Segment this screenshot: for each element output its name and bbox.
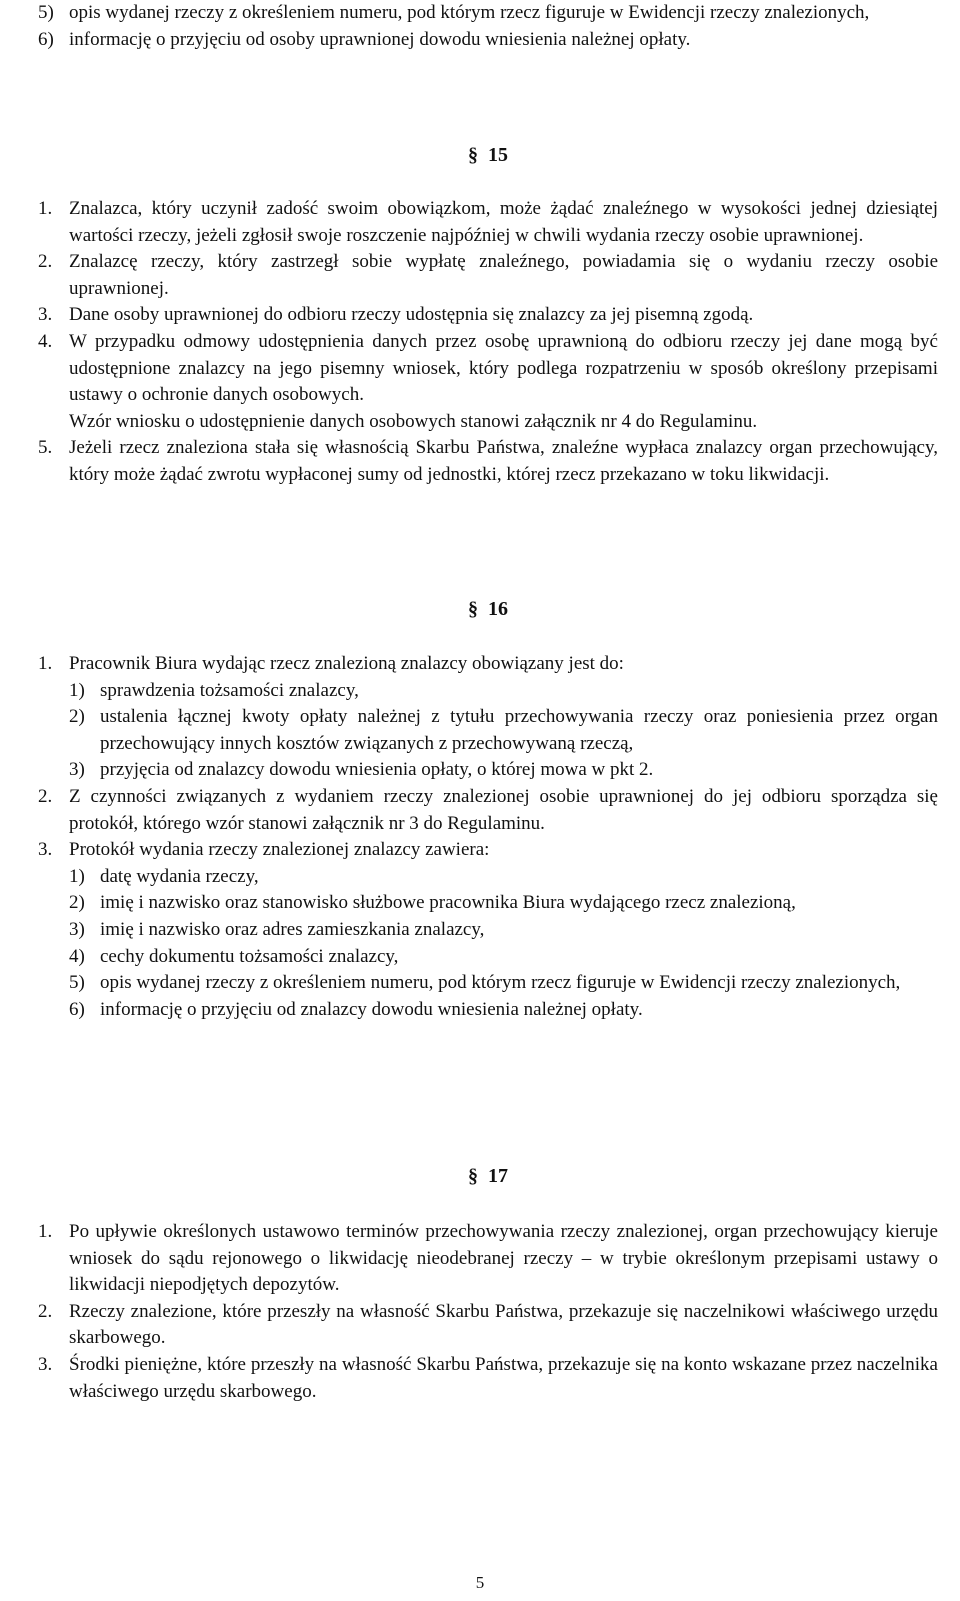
paragraph-number: 1. [38,1221,53,1242]
paragraph-text: Po upływie określonych ustawowo terminów przechowywania rzeczy znalezionej, organ przechowujący kieruje wniosek do sądu rejonowego o likwidację nieodebranej rzeczy – w trybie określonym przepisami ustawy o likwidacji niepodjętych depozytów. [69,1221,938,1296]
list-item [38,27,938,54]
section-number: 16 [488,598,508,620]
list-item [69,678,938,705]
paragraph [38,651,938,678]
paragraph [38,249,938,302]
item-text: opis wydanej rzeczy z określeniem numeru, pod którym rzecz figuruje w Ewidencji rzeczy znalezionych, [100,972,901,994]
item-number: 6) [69,998,85,1020]
paragraph [38,1219,938,1299]
item-number: 3) [69,918,85,940]
item-text: imię i nazwisko oraz adres zamieszkania znalazcy, [100,918,485,940]
section-mark: § [468,598,478,620]
item-number: 2) [69,706,85,728]
section-heading-16 [38,596,918,623]
paragraph [38,1299,938,1352]
section-mark: § [468,144,478,166]
item-text: ustalenia łącznej kwoty opłaty należnej z tytułu przechowywania rzeczy oraz poniesienia przez organ przechowujący innych kosztów związanych z przechowywaną rzeczą, [100,706,938,754]
paragraph-text: Znalazcę rzeczy, który zastrzegł sobie wypłatę znaleźnego, powiadamia się o wydaniu rzeczy osobie uprawnionej. [69,251,938,299]
paragraph-number: 3. [38,1353,53,1375]
list-item [69,890,938,917]
paragraph-body [69,329,938,435]
paragraph-note: Wzór wniosku o udostępnienie danych osobowych stanowi załącznik nr 4 do Regulaminu. [69,410,758,432]
paragraph-number: 4. [38,330,53,352]
paragraph-number: 2. [38,1300,53,1322]
paragraph-number: 5. [38,437,53,459]
paragraph [38,1352,938,1405]
paragraph [38,196,938,249]
paragraph [38,784,938,837]
paragraph-text: W przypadku odmowy udostępnienia danych przez osobę uprawnioną do odbioru rzeczy jej dane mogą być udostępnione znalazcy na jego pisemny wniosek, który podlega rozpatrzeniu w sposób określony przepisami ustawy o ochronie danych osobowych. [69,330,938,406]
item-number: 1) [69,865,85,887]
item-text: informację o przyjęciu od osoby uprawnionej dowodu wniesienia należnej opłaty. [69,28,691,50]
paragraph-number: 2. [38,785,53,807]
paragraph [38,435,938,488]
item-number: 3) [69,759,85,781]
section-15-body [38,196,938,489]
item-text: sprawdzenia tożsamości znalazcy, [100,679,359,701]
item-text: informację o przyjęciu od znalazcy dowodu wniesienia należnej opłaty. [100,998,643,1020]
item-number: 5) [69,972,85,994]
section-mark: § [468,1165,478,1187]
section-number: 15 [488,144,508,166]
section-16-body [38,651,938,1023]
item-number: 4) [69,945,85,967]
paragraph-text: Dane osoby uprawnionej do odbioru rzeczy udostępnia się znalazcy za jej pisemną zgodą. [69,304,754,326]
list-item [69,944,938,971]
paragraph-number: 3. [38,839,53,861]
paragraph-text: Środki pieniężne, które przeszły na własność Skarbu Państwa, przekazuje się na konto wskazane przez naczelnika właściwego urzędu skarbowego. [69,1353,938,1402]
list-item [69,864,938,891]
list-item [69,970,938,997]
item-text: datę wydania rzeczy, [100,865,259,887]
section-17-body [38,1219,938,1405]
section-heading-17 [38,1163,918,1190]
list-item [69,997,938,1024]
list-item [69,917,938,944]
item-number: 1) [69,679,85,701]
paragraph-number: 1. [38,198,53,219]
section-number: 17 [488,1165,508,1187]
paragraph [38,837,938,864]
item-text: opis wydanej rzeczy z określeniem numeru, pod którym rzecz figuruje w Ewidencji rzeczy znalezionych, [69,2,870,23]
list-item [69,704,938,757]
paragraph [38,302,938,329]
top-list [38,0,938,53]
paragraph-text: Rzeczy znalezione, które przeszły na własność Skarbu Państwa, przekazuje się naczelnikowi właściwego urzędu skarbowego. [69,1300,938,1349]
item-number: 6) [38,28,54,50]
paragraph-text: Jeżeli rzecz znaleziona stała się własnością Skarbu Państwa, znaleźne wypłaca znalazcy organ przechowujący, który może żądać zwrotu wypłaconej sumy od jednostki, której rzecz przekazano w toku likwidacji. [69,437,938,485]
item-number: 2) [69,892,85,914]
page-number: 5 [475,1573,485,1592]
paragraph-number: 1. [38,653,53,674]
item-text: cechy dokumentu tożsamości znalazcy, [100,945,399,967]
list-item [69,757,938,784]
sub-list [69,864,938,1024]
item-text: imię i nazwisko oraz stanowisko służbowe pracownika Biura wydającego rzecz znalezioną, [100,892,796,914]
paragraph-number: 3. [38,304,53,326]
item-text: przyjęcia od znalazcy dowodu wniesienia opłaty, o której mowa w pkt 2. [100,759,654,781]
list-item [38,0,938,27]
section-heading-15 [38,142,918,169]
paragraph-text: Znalazca, który uczynił zadość swoim obowiązkom, może żądać znaleźnego w wysokości jednej dziesiątej wartości rzeczy, jeżeli zgłosił swoje roszczenie najpóźniej w chwili wydania rzeczy osobie uprawnionej. [69,198,938,246]
sub-list [69,678,938,784]
paragraph-text: Z czynności związanych z wydaniem rzeczy znalezionej osobie uprawnionej do jej odbioru sporządza się protokół, którego wzór stanowi załącznik nr 3 do Regulaminu. [69,785,938,834]
paragraph [38,329,938,435]
item-number: 5) [38,2,54,23]
paragraph-text: Pracownik Biura wydając rzecz znalezioną znalazcy obowiązany jest do: [69,653,624,674]
paragraph-number: 2. [38,251,53,273]
paragraph-text: Protokół wydania rzeczy znalezionej znalazcy zawiera: [69,839,490,861]
